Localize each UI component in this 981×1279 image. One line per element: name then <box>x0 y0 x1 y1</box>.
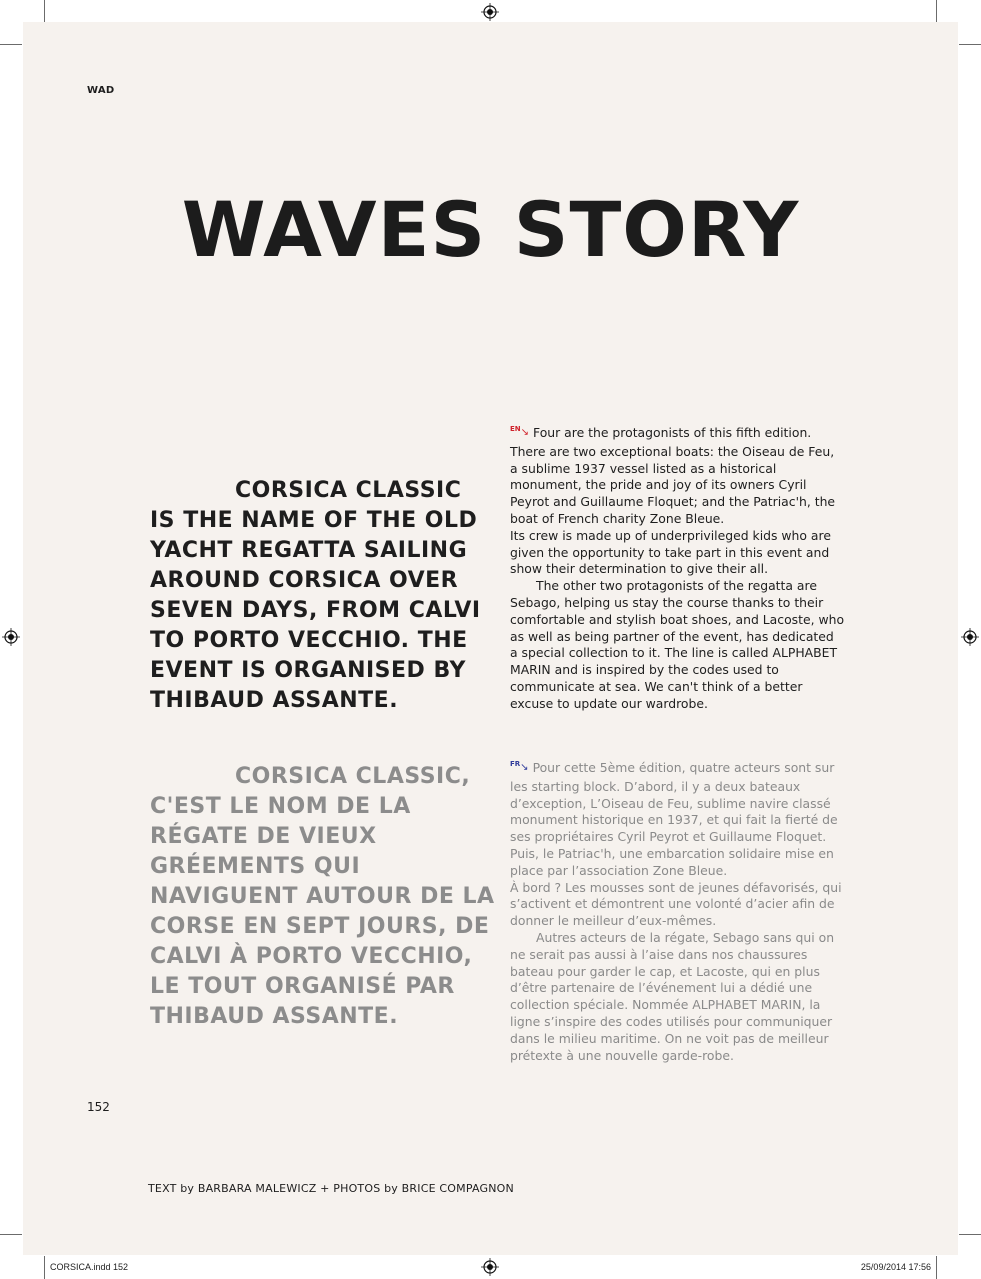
body-french-p2: À bord ? Les mousses sont de jeunes défavorisés, qui s’activent et démontrent une volonté d’acier afin de donner le meilleur d’eux-mêmes. <box>510 879 842 929</box>
lead-english <box>150 476 490 716</box>
registration-mark-icon <box>2 628 20 646</box>
crop-mark <box>0 1234 22 1235</box>
body-french-p1: Pour cette 5ème édition, quatre acteurs sont sur les starting block. D’abord, il y a deux bateaux d’exception, L’Oiseau de Feu, sublime navire classé monument historique en 1937, et qui fait la fierté de ses propriétaires Cyril Peyrot et Guillaume Floquet. Puis, le Patriac'h, une embarcation solidaire mise en place par l’association Zone Bleue. <box>510 760 838 878</box>
body-english-p1: Four are the protagonists of this fifth edition. There are two exceptional boats: the Oiseau de Feu, a sublime 1937 vessel listed as a historical monument, the pride and joy of its owners Cyril Peyrot and Guillaume Floquet; and the Patriac'h, the boat of French charity Zone Bleue. <box>510 425 836 526</box>
magazine-name: WAD <box>87 85 115 96</box>
article-title: WAVES STORY <box>181 185 800 274</box>
language-tag-en: EN <box>510 425 521 433</box>
slug-file: CORSICA.indd 152 <box>50 1262 129 1272</box>
crop-mark <box>959 44 981 45</box>
crop-mark <box>936 1256 937 1279</box>
crop-mark <box>959 1234 981 1235</box>
lead-english-text: CORSICA CLASSIC IS THE NAME OF THE OLD YACHT REGATTA SAILING AROUND CORSICA OVER SEVEN DAYS, FROM CALVI TO PORTO VECCHIO. THE EVENT IS ORGANISED BY THIBAUD ASSANTE. <box>150 478 481 713</box>
arrow-down-right-icon: ↘ <box>520 762 529 773</box>
crop-mark <box>44 1256 45 1279</box>
crop-mark <box>0 44 22 45</box>
body-english <box>510 425 845 713</box>
body-french-p3: Autres acteurs de la régate, Sebago sans qui on ne serait pas aussi à l’aise dans nos chaussures bateau pour garder le cap, et Lacoste, qui en plus d’être partenaire de l’événement lui a dédié une collection spéciale. Nommée ALPHABET MARIN, la ligne s’inspire des codes utilisés pour communiquer dans le milieu maritime. On ne voit pas de meilleur prétexte à une nouvelle garde-robe. <box>510 929 835 1063</box>
page-number: 152 <box>87 1100 110 1114</box>
crop-mark <box>44 0 45 22</box>
registration-mark-icon <box>961 628 979 646</box>
body-english-p2: Its crew is made up of underprivileged kids who are given the opportunity to take part in this event and show their determination to give their all. <box>510 527 831 577</box>
body-french <box>510 760 845 1064</box>
crop-mark <box>936 0 937 22</box>
registration-mark-icon <box>481 3 499 21</box>
lead-french-text: CORSICA CLASSIC, C'EST LE NOM DE LA RÉGATE DE VIEUX GRÉEMENTS QUI NAVIGUENT AUTOUR DE LA CORSE EN SEPT JOURS, DE CALVI À PORTO VECCHIO, LE TOUT ORGANISÉ PAR THIBAUD ASSANTE. <box>150 764 495 1029</box>
slug-datetime: 25/09/2014 17:56 <box>860 1262 931 1272</box>
language-tag-fr: FR <box>510 760 521 768</box>
registration-mark-icon <box>481 1258 499 1276</box>
photo-credit: TEXT by BARBARA MALEWICZ + PHOTOS by BRICE COMPAGNON <box>148 1182 514 1195</box>
body-english-p3: The other two protagonists of the regatta are Sebago, helping us stay the course thanks to their comfortable and stylish boat shoes, and Lacoste, who as well as being partner of the event, has dedicated a special collection to it. The line is called ALPHABET MARIN and is inspired by the codes used to communicate at sea. We can't think of a better excuse to update our wardrobe. <box>510 578 845 711</box>
lead-french <box>150 762 495 1032</box>
arrow-down-right-icon: ↘ <box>520 427 530 438</box>
